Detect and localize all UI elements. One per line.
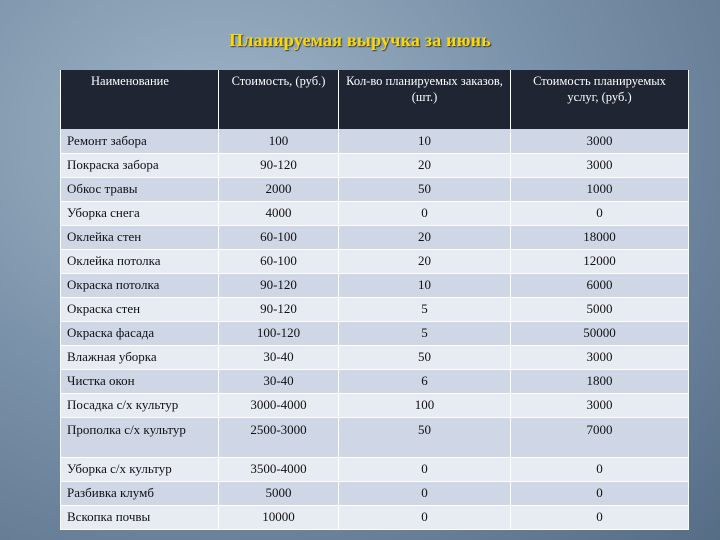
table-row <box>61 153 689 177</box>
row-total-cell: 0 <box>511 481 689 505</box>
row-price-cell: 30-40 <box>219 345 339 369</box>
row-orders-cell: 5 <box>339 297 511 321</box>
row-total-cell: 3000 <box>511 345 689 369</box>
row-name-cell: Прополка с/х культур <box>61 417 219 457</box>
row-orders-cell: 20 <box>339 225 511 249</box>
table-row <box>61 321 689 345</box>
row-orders-cell: 0 <box>339 481 511 505</box>
row-total-cell: 6000 <box>511 273 689 297</box>
row-name-cell: Обкос травы <box>61 177 219 201</box>
row-price-cell: 60-100 <box>219 225 339 249</box>
row-orders-cell: 100 <box>339 393 511 417</box>
revenue-table-container <box>60 70 688 530</box>
row-name-cell: Посадка с/х культур <box>61 393 219 417</box>
row-orders-cell: 5 <box>339 321 511 345</box>
table-row <box>61 177 689 201</box>
header-name: Наименование <box>61 70 219 129</box>
header-orders-count: Кол-во планируемых заказов, (шт.) <box>339 70 511 129</box>
row-price-cell: 3000-4000 <box>219 393 339 417</box>
row-orders-cell: 0 <box>339 505 511 529</box>
table-row <box>61 225 689 249</box>
slide-title: Планируемая выручка за июнь <box>229 30 491 50</box>
header-services-cost: Стоимость планируемых услуг, (руб.) <box>511 70 689 129</box>
row-name-cell: Окраска потолка <box>61 273 219 297</box>
row-name-cell: Окраска фасада <box>61 321 219 345</box>
row-orders-cell: 6 <box>339 369 511 393</box>
row-price-cell: 60-100 <box>219 249 339 273</box>
row-total-cell: 3000 <box>511 129 689 153</box>
table-row <box>61 457 689 481</box>
table-row <box>61 393 689 417</box>
row-price-cell: 5000 <box>219 481 339 505</box>
row-price-cell: 90-120 <box>219 297 339 321</box>
row-name-cell: Окраска стен <box>61 297 219 321</box>
row-orders-cell: 0 <box>339 457 511 481</box>
row-name-cell: Вскопка почвы <box>61 505 219 529</box>
row-total-cell: 3000 <box>511 153 689 177</box>
table-row <box>61 297 689 321</box>
row-total-cell: 0 <box>511 457 689 481</box>
row-price-cell: 4000 <box>219 201 339 225</box>
row-orders-cell: 50 <box>339 345 511 369</box>
row-price-cell: 3500-4000 <box>219 457 339 481</box>
row-total-cell: 18000 <box>511 225 689 249</box>
header-price: Стоимость, (руб.) <box>219 70 339 129</box>
row-total-cell: 7000 <box>511 417 689 457</box>
table-row <box>61 481 689 505</box>
row-total-cell: 50000 <box>511 321 689 345</box>
row-orders-cell: 50 <box>339 417 511 457</box>
revenue-table <box>60 70 689 530</box>
table-row <box>61 369 689 393</box>
row-price-cell: 90-120 <box>219 273 339 297</box>
row-total-cell: 1000 <box>511 177 689 201</box>
table-body <box>61 129 689 529</box>
row-name-cell: Влажная уборка <box>61 345 219 369</box>
row-total-cell: 5000 <box>511 297 689 321</box>
row-price-cell: 90-120 <box>219 153 339 177</box>
row-orders-cell: 20 <box>339 153 511 177</box>
table-header-row <box>61 70 689 129</box>
row-name-cell: Ремонт забора <box>61 129 219 153</box>
row-total-cell: 12000 <box>511 249 689 273</box>
row-price-cell: 10000 <box>219 505 339 529</box>
row-name-cell: Оклейка стен <box>61 225 219 249</box>
table-row <box>61 345 689 369</box>
row-total-cell: 0 <box>511 201 689 225</box>
row-price-cell: 2000 <box>219 177 339 201</box>
table-row <box>61 273 689 297</box>
table-row <box>61 505 689 529</box>
row-name-cell: Чистка окон <box>61 369 219 393</box>
row-price-cell: 30-40 <box>219 369 339 393</box>
row-name-cell: Оклейка потолка <box>61 249 219 273</box>
row-orders-cell: 0 <box>339 201 511 225</box>
row-name-cell: Разбивка клумб <box>61 481 219 505</box>
table-row <box>61 129 689 153</box>
table-row <box>61 417 689 457</box>
row-price-cell: 100-120 <box>219 321 339 345</box>
row-price-cell: 100 <box>219 129 339 153</box>
row-orders-cell: 20 <box>339 249 511 273</box>
row-total-cell: 3000 <box>511 393 689 417</box>
row-name-cell: Уборка с/х культур <box>61 457 219 481</box>
row-name-cell: Уборка снега <box>61 201 219 225</box>
row-orders-cell: 50 <box>339 177 511 201</box>
table-row <box>61 201 689 225</box>
row-price-cell: 2500-3000 <box>219 417 339 457</box>
row-total-cell: 1800 <box>511 369 689 393</box>
table-row <box>61 249 689 273</box>
row-name-cell: Покраска забора <box>61 153 219 177</box>
row-orders-cell: 10 <box>339 129 511 153</box>
row-orders-cell: 10 <box>339 273 511 297</box>
row-total-cell: 0 <box>511 505 689 529</box>
